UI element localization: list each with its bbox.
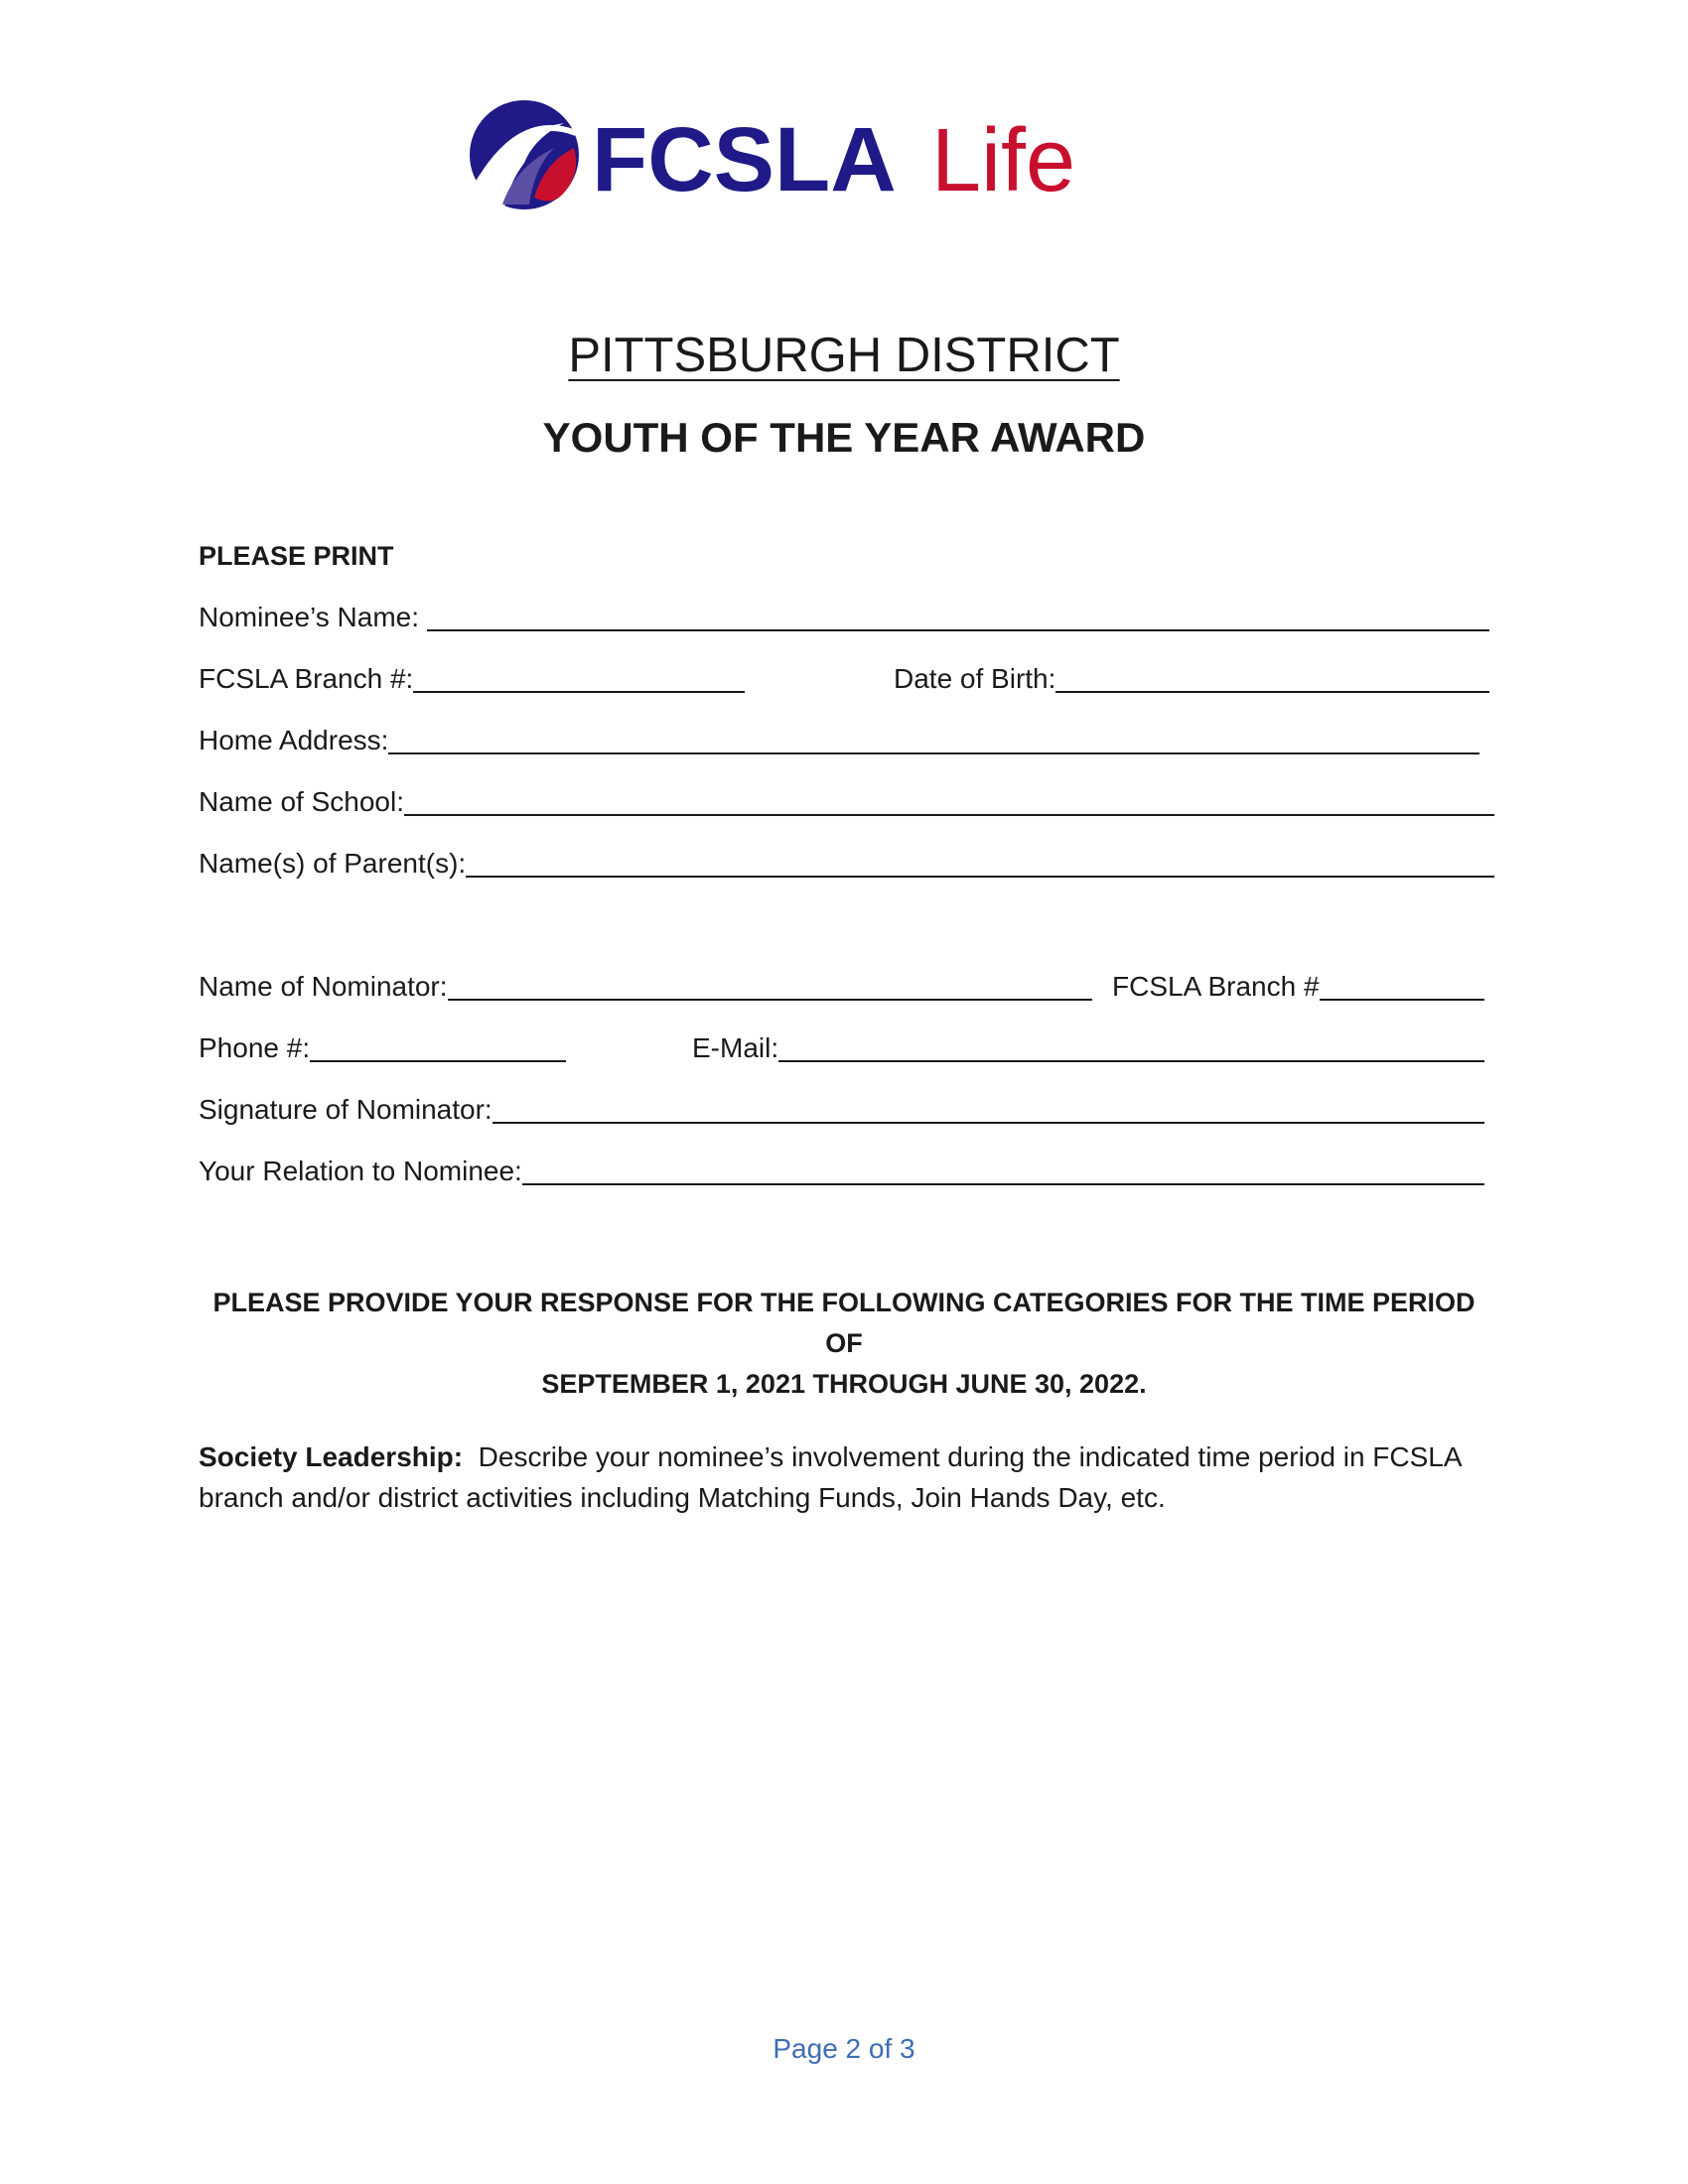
relation-label: Your Relation to Nominee: [199,1156,522,1186]
logo-brand-secondary: Life [931,111,1076,210]
nominator-branch-label: FCSLA Branch # [1112,971,1320,1002]
phone-label: Phone #: [199,1032,311,1063]
society-leadership-heading: Society Leadership: [199,1441,464,1472]
nominee-name-field[interactable] [199,596,1489,635]
fcsla-emblem-icon [470,100,579,209]
nominator-name-field[interactable] [199,965,1092,1005]
dob-line[interactable] [1055,661,1489,693]
branch-field[interactable] [199,657,745,697]
school-label: Name of School: [199,786,404,817]
award-title: YOUTH OF THE YEAR AWARD [542,414,1146,461]
email-field[interactable] [692,1026,1484,1066]
page-number: Page 2 of 3 [773,2033,915,2064]
fcsla-life-logo [465,93,1110,222]
society-leadership-section [199,1436,1489,1518]
logo-brand-primary: FCSLA [592,109,897,210]
school-row [199,780,1494,820]
phone-line[interactable] [310,1030,566,1062]
school-field[interactable] [199,780,1494,820]
category-instructions [199,1283,1489,1405]
instructions-line-1: PLEASE PROVIDE YOUR RESPONSE FOR THE FOLLOWING CATEGORIES FOR THE TIME PERIOD OF [212,1288,1476,1358]
relation-line[interactable] [522,1154,1484,1185]
parents-field[interactable] [199,842,1494,882]
dob-label: Date of Birth: [894,663,1056,694]
district-title: PITTSBURGH DISTRICT [568,329,1120,382]
parents-row [199,842,1494,882]
phone-email-row [199,1026,1484,1066]
signature-row [199,1088,1484,1128]
home-address-label: Home Address: [199,725,389,755]
school-line[interactable] [404,784,1494,816]
society-leadership-text: Describe your nominee’s involvement during the indicated time period in FCSLA branch and/or district activities including Matching Funds, Join Hands Day, etc. [199,1441,1461,1513]
signature-line[interactable] [492,1092,1484,1124]
nominator-name-label: Name of Nominator: [199,971,448,1002]
home-address-line[interactable] [388,723,1479,754]
signature-field[interactable] [199,1088,1484,1128]
nominator-row [199,965,1484,1005]
nominator-name-line[interactable] [448,969,1092,1001]
relation-row [199,1150,1484,1189]
branch-label: FCSLA Branch #: [199,663,414,694]
relation-field[interactable] [199,1150,1484,1189]
phone-field[interactable] [199,1026,566,1066]
please-print-label: PLEASE PRINT [199,541,394,571]
nominee-name-row [199,596,1489,635]
home-address-field[interactable] [199,719,1479,758]
parents-label: Name(s) of Parent(s): [199,848,467,879]
signature-label: Signature of Nominator: [199,1094,492,1125]
home-address-row [199,719,1479,758]
nominee-name-label: Nominee’s Name: [199,602,420,632]
branch-line[interactable] [413,661,745,693]
parents-line[interactable] [466,846,1494,878]
nominator-branch-field[interactable] [1112,965,1484,1005]
dob-field[interactable] [894,657,1489,697]
instructions-line-2: SEPTEMBER 1, 2021 THROUGH JUNE 30, 2022. [541,1369,1147,1399]
nominator-branch-line[interactable] [1320,969,1484,1001]
branch-dob-row [199,657,1489,697]
email-line[interactable] [778,1030,1484,1062]
nominee-name-line[interactable] [427,600,1489,631]
email-label: E-Mail: [692,1032,779,1063]
